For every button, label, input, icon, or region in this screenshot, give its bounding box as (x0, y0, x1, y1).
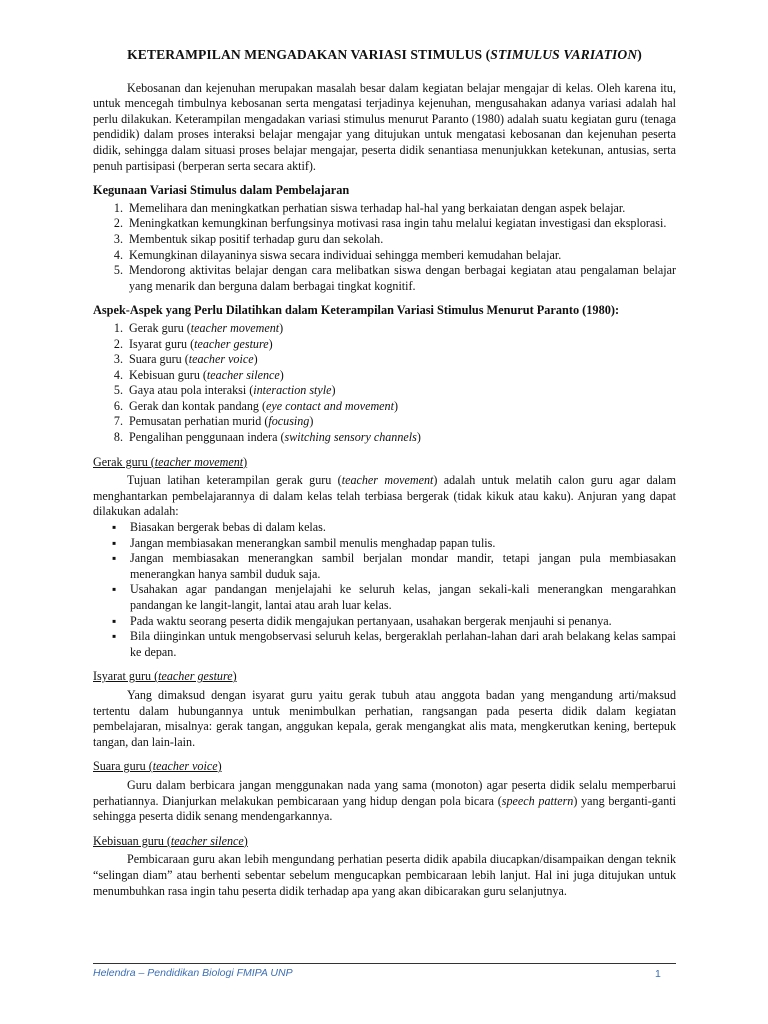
list-item: 2. Isyarat guru (teacher gesture) (126, 337, 676, 353)
kebisuan-heading: Kebisuan guru (teacher silence) (93, 833, 248, 848)
aspek-heading: Aspek-Aspek yang Perlu Dilatihkan dalam Keterampilan Variasi Stimulus Menurut Paranto (1980): (93, 303, 620, 318)
list-item: 5. Gaya atau pola interaksi (interaction style) (126, 383, 676, 399)
list-item: 3. Membentuk sikap positif terhadap guru dan sekolah. (126, 232, 676, 248)
footer-divider (93, 963, 676, 964)
list-item: 2. Meningkatkan kemungkinan berfungsinya motivasi rasa ingin tahu melalui kegiatan investigasi dan eksplorasi. (126, 216, 676, 232)
isyarat-heading: Isyarat guru (teacher gesture) (93, 669, 237, 684)
gerak-paragraph: Tujuan latihan keterampilan gerak guru (teacher movement) adalah untuk melatih calon guru agar dalam menghantarkan pembelajarannya di dalam kelas telah terbiasa bergerak (tidak kikuk atau kaku). Anjuran yang dapat dilakukan adalah: (93, 473, 676, 519)
list-item: 3. Suara guru (teacher voice) (126, 352, 676, 368)
suara-heading: Suara guru (teacher voice) (93, 759, 222, 774)
isyarat-paragraph: Yang dimaksud dengan isyarat guru yaitu gerak tubuh atau anggota badan yang mengandung arti/maksud tertentu dalam hubungannya untuk menimbulkan perhatian, rangsangan pada peserta didik dalam kegiatan pembelajaran, misalnya: gerak tangan, anggukan kepala, gerak mengangkat alis mata, mengkerutkan kening, bertepuk tangan, dan lain-lain. (93, 687, 676, 749)
list-item: 7. Pemusatan perhatian murid (focusing) (126, 414, 676, 430)
list-item: 1. Memelihara dan meningkatkan perhatian siswa terhadap hal-hal yang berkaiatan dengan aspek belajar. (126, 201, 676, 217)
page-number: 1 (655, 968, 661, 980)
gerak-bullets (93, 520, 676, 660)
bullet-item: ▪ Pada waktu seorang peserta didik mengajukan pertanyaan, usahakan bergerak menjauhi si penanya. (130, 614, 676, 630)
bullet-item: ▪ Biasakan bergerak bebas di dalam kelas. (130, 520, 676, 536)
footer-author: Helendra – Pendidikan Biologi FMIPA UNP (93, 967, 293, 979)
bullet-item: ▪ Bila diinginkan untuk mengobservasi seluruh kelas, bergeraklah perlahan-lahan dari arah belakang kelas sampai ke depan. (130, 629, 676, 660)
gerak-heading: Gerak guru (teacher movement) (93, 454, 248, 469)
title-end: ) (637, 47, 642, 62)
title-italic: STIMULUS VARIATION (490, 47, 638, 62)
aspek-list (93, 321, 676, 446)
kegunaan-heading: Kegunaan Variasi Stimulus dalam Pembelajaran (93, 183, 350, 198)
bullet-item: ▪ Jangan membiasakan menerangkan sambil berjalan mondar mandir, tetapi jangan pula membiasakan menerangkan hanya sambil duduk saja. (130, 551, 676, 582)
list-item: 5. Mendorong aktivitas belajar dengan cara melibatkan siswa dengan berbagai kegiatan atau pengalaman belajar yang menarik dan berguna dalam berbagai tingkat kognitif. (126, 263, 676, 294)
list-item: 4. Kemungkinan dilayaninya siswa secara individuai sehingga memberi kemudahan belajar. (126, 248, 676, 264)
kebisuan-paragraph: Pembicaraan guru akan lebih mengundang perhatian peserta didik apabila diucapkan/disampaikan dengan teknik “selingan diam” atau berhenti sebentar sebelum mengucapkan pembicaraan lebih lanjut. Hal ini juga ditujukan untuk menumbuhkan rasa ingin tahu peserta didik terhadap apa yang akan dibicarakan guru selanjutnya. (93, 852, 676, 898)
list-item: 6. Gerak dan kontak pandang (eye contact and movement) (126, 399, 676, 415)
document-page (93, 44, 676, 899)
title-text: KETERAMPILAN MENGADAKAN VARIASI STIMULUS ( (127, 47, 491, 62)
suara-paragraph: Guru dalam berbicara jangan menggunakan nada yang sama (monoton) agar peserta didik selalu memperbarui perhatiannya. Dianjurkan melakukan pembicaraan yang hidup dengan pola bicara (speech pattern) yang berganti-ganti sehingga peserta didik senang mendengarkannya. (93, 777, 676, 824)
document-title (93, 47, 676, 63)
list-item: 8. Pengalihan penggunaan indera (switching sensory channels) (126, 430, 676, 446)
list-item: 1. Gerak guru (teacher movement) (126, 321, 676, 337)
list-item: 4. Kebisuan guru (teacher silence) (126, 368, 676, 384)
intro-paragraph: Kebosanan dan kejenuhan merupakan masalah besar dalam kegiatan belajar mengajar di kelas. Oleh karena itu, untuk mencegah timbulnya kebosanan serta mengatasi terjadinya kejenuhan, mengusahakan adanya variasi adalah hal perlu dilakukan. Keterampilan mengadakan variasi stimulus menurut Paranto (1980) adalah suatu kegiatan guru (tenaga pendidik) dalam proses interaksi belajar mengajar yang ditujukan untuk mengatasi kebosanan dan kejenuhan peserta didik, sehingga dalam situasi proses belajar mengajar, peserta didik senantiasa menunjukkan ketekunan, antusias, serta penuh partisipasi (berperan serta secara aktif). (93, 80, 676, 173)
bullet-item: ▪ Usahakan agar pandangan menjelajahi ke seluruh kelas, jangan sekali-kali menerangkan mengarahkan pandangan ke langit-langit, lantai atau arah luar kelas. (130, 582, 676, 613)
bullet-item: ▪ Jangan membiasakan menerangkan sambil menulis menghadap papan tulis. (130, 536, 676, 552)
kegunaan-list (93, 201, 676, 295)
